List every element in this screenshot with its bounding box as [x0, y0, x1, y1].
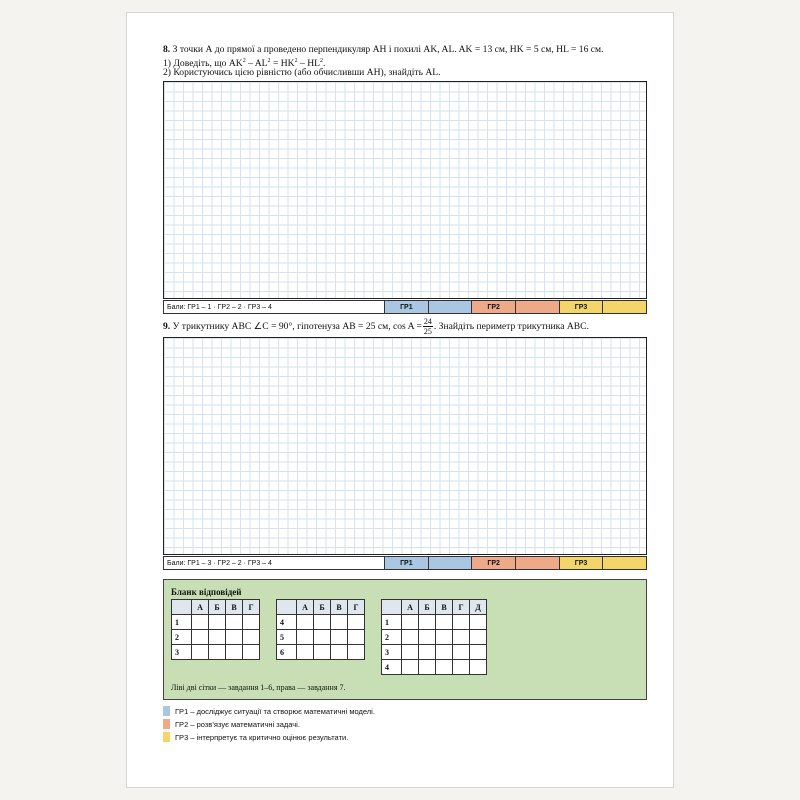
legend-item-gr2: ГР2 – розв’язує математичні задачі. [163, 719, 300, 729]
answer-cell[interactable] [226, 615, 243, 630]
answer-cell[interactable] [419, 615, 436, 630]
gr3-swatch [163, 732, 170, 742]
answer-cell[interactable] [209, 645, 226, 660]
table-row: 2 [382, 630, 487, 645]
answer-cell[interactable] [402, 645, 419, 660]
answer-cell[interactable] [348, 615, 365, 630]
answer-cell[interactable] [470, 615, 487, 630]
table-row: 2 [172, 630, 260, 645]
answer-cell[interactable] [297, 615, 314, 630]
answer-cell[interactable] [348, 630, 365, 645]
answer-table-3: А Б В Г Д 1 2 3 4 [381, 599, 487, 675]
answer-cell[interactable] [314, 645, 331, 660]
answer-cell[interactable] [419, 630, 436, 645]
answer-sheet-note: Ліві дві сітки — завдання 1–6, права — завдання 7. [171, 683, 346, 692]
answer-table-1: А Б В Г 1 2 3 [171, 599, 260, 660]
answer-cell[interactable] [192, 615, 209, 630]
table-row: 1 [382, 615, 487, 630]
answer-cell[interactable] [470, 645, 487, 660]
task8-line1 [163, 44, 604, 56]
task9-score-bar [163, 556, 647, 570]
task9-gr1-box[interactable] [429, 557, 473, 569]
answer-cell[interactable] [470, 660, 487, 675]
task8-gr2-label: ГР2 [472, 301, 516, 313]
task8-work-grid[interactable] [163, 81, 647, 299]
answer-cell[interactable] [243, 615, 260, 630]
answer-cell[interactable] [314, 615, 331, 630]
task9-number: 9. [163, 320, 171, 332]
answer-cell[interactable] [402, 615, 419, 630]
answer-cell[interactable] [297, 645, 314, 660]
task9-score-label: Бали: ГР1 – 3 · ГР2 – 2 · ГР3 – 4 [164, 557, 385, 569]
legend-item-gr1: ГР1 – досліджує ситуації та створює математичні моделі. [163, 706, 375, 716]
answer-sheet [163, 579, 647, 700]
answer-cell[interactable] [348, 645, 365, 660]
answer-cell[interactable] [436, 660, 453, 675]
answer-cell[interactable] [331, 645, 348, 660]
task8-gr3-label: ГР3 [560, 301, 604, 313]
task9-statement-pre: У трикутнику ABC ∠C = 90°, гіпотенуза AB = 25 см, cos A = [172, 320, 422, 332]
answer-cell[interactable] [402, 630, 419, 645]
task9-gr2-label: ГР2 [472, 557, 516, 569]
answer-cell[interactable] [314, 630, 331, 645]
table-row: 4 [277, 615, 365, 630]
task9-work-grid[interactable] [163, 337, 647, 555]
answer-cell[interactable] [209, 630, 226, 645]
task9-fraction: $\frac{24}{25}$ [423, 317, 432, 336]
table-row: 6 [277, 645, 365, 660]
table-row: 4 [382, 660, 487, 675]
answer-cell[interactable] [453, 645, 470, 660]
task9-statement-post: . Знайдіть периметр трикутника ABC. [433, 320, 589, 332]
answer-sheet-title: Бланк відповідей [171, 587, 242, 597]
answer-table-2: А Б В Г 4 5 6 [276, 599, 365, 660]
task8-line3: 2) Користуючись цією рівністю (або обчисливши AH), знайдіть AL. [163, 67, 441, 78]
task8-statement: З точки А до прямої a проведено перпендикуляр AH і похилі AK, AL. AK = 13 см, HK = 5 см, HL = 16 см. [172, 44, 604, 55]
task8-line2: 1) Доведіть, що $AK^2 - AL^2 = HK^2 - HL^2$. [163, 58, 326, 70]
task8-gr3-box[interactable] [603, 301, 646, 313]
answer-cell[interactable] [419, 645, 436, 660]
gr2-swatch [163, 719, 170, 729]
answer-cell[interactable] [453, 630, 470, 645]
table-row: 1 [172, 615, 260, 630]
task9-line [163, 317, 589, 336]
task8-gr1-label: ГР1 [385, 301, 429, 313]
answer-cell[interactable] [436, 630, 453, 645]
answer-cell[interactable] [226, 645, 243, 660]
answer-cell[interactable] [209, 615, 226, 630]
answer-cell[interactable] [192, 645, 209, 660]
answer-cell[interactable] [331, 615, 348, 630]
answer-cell[interactable] [226, 630, 243, 645]
task9-gr3-label: ГР3 [560, 557, 604, 569]
answer-cell[interactable] [470, 630, 487, 645]
table-row: 3 [382, 645, 487, 660]
table-row: 3 [172, 645, 260, 660]
legend-item-gr3: ГР3 – інтерпретує та критично оцінює результати. [163, 732, 348, 742]
gr1-swatch [163, 706, 170, 716]
task9-gr3-box[interactable] [603, 557, 646, 569]
task8-number: 8. [163, 44, 171, 55]
answer-cell[interactable] [297, 630, 314, 645]
table-row: 5 [277, 630, 365, 645]
answer-cell[interactable] [243, 630, 260, 645]
answer-cell[interactable] [419, 660, 436, 675]
answer-cell[interactable] [453, 615, 470, 630]
answer-cell[interactable] [331, 630, 348, 645]
task8-score-bar [163, 300, 647, 314]
answer-cell[interactable] [402, 660, 419, 675]
task8-gr1-box[interactable] [429, 301, 473, 313]
answer-cell[interactable] [243, 645, 260, 660]
answer-cell[interactable] [436, 645, 453, 660]
answer-cell[interactable] [436, 615, 453, 630]
task8-score-label: Бали: ГР1 – 1 · ГР2 – 2 · ГР3 – 4 [164, 301, 385, 313]
task9-gr1-label: ГР1 [385, 557, 429, 569]
worksheet-page [126, 12, 674, 788]
answer-cell[interactable] [453, 660, 470, 675]
task8-gr2-box[interactable] [516, 301, 560, 313]
task9-gr2-box[interactable] [516, 557, 560, 569]
answer-cell[interactable] [192, 630, 209, 645]
